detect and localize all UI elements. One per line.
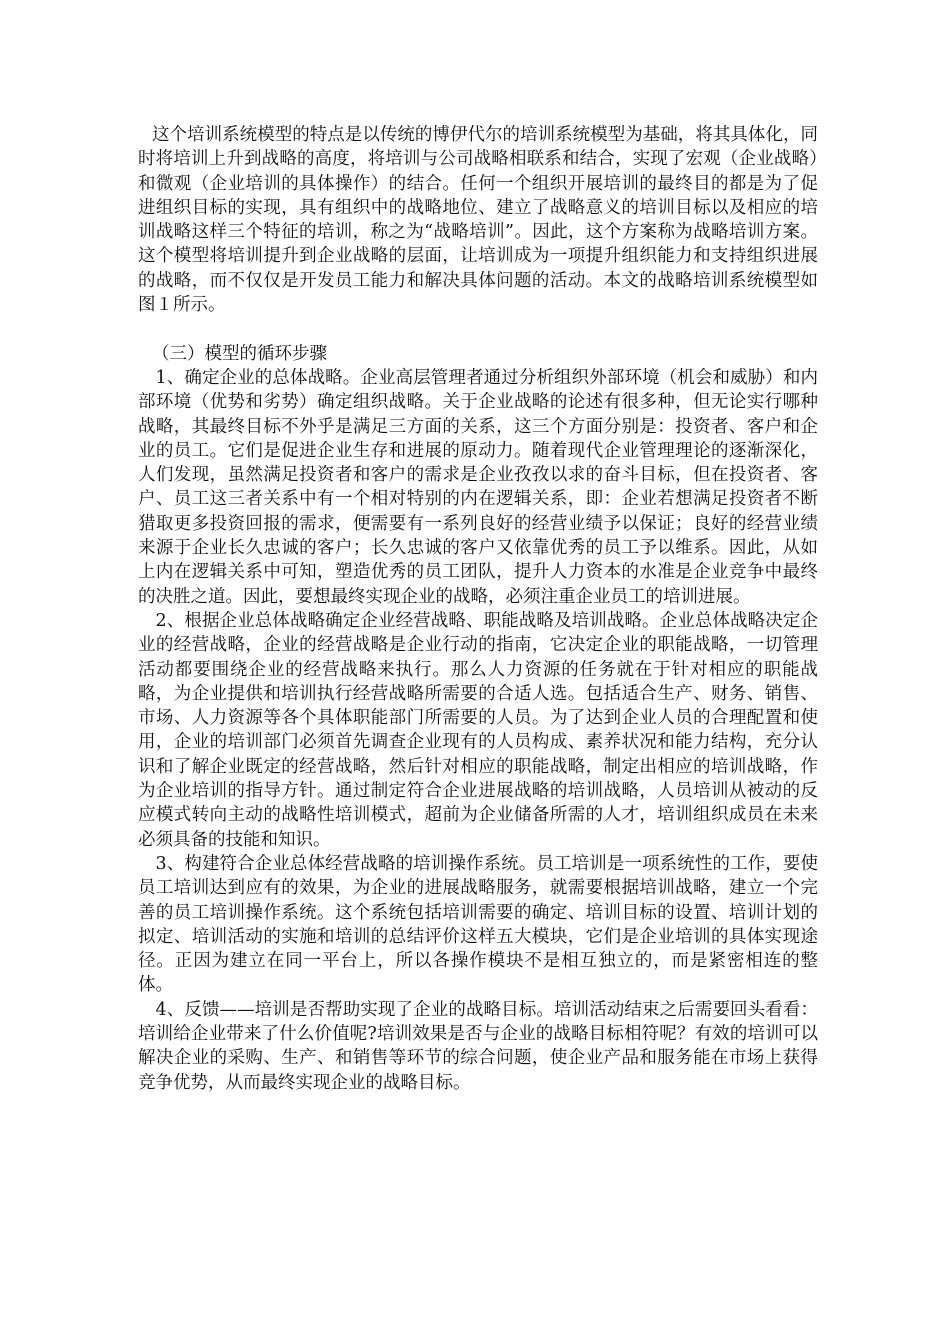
section-heading: （三）模型的循环步骤 — [152, 343, 327, 364]
step-3-paragraph: 3、构建符合企业总体经营战略的培训操作系统。员工培训是一项系统性的工作，要使员工培训达到应有的效果，为企业的进展战略服务，就需要根据培训战略，建立一个完善的员工培训操作系统。这个系统包括培训需要的确定、培训目标的设置、培训计划的拟定、培训活动的实施和培训的总结评价这样五大模块，它们是企业培训的具体实现途径。正因为建立在同一平台上，所以各操作模块不是相互独立的，而是紧密相连的整体。 — [138, 853, 818, 996]
step-2-paragraph: 2、根据企业总体战略确定企业经营战略、职能战略及培训战略。企业总体战略决定企业的经营战略，企业的经营战略是企业行动的指南，它决定企业的职能战略，一切管理活动都要围绕企业的经营战略来执行。那么人力资源的任务就在于针对相应的职能战略，为企业提供和培训执行经营战略所需要的合适人选。包括适合生产、财务、销售、市场、人力资源等各个具体职能部门所需要的人员。为了达到企业人员的合理配置和使用，企业的培训部门必须首先调查企业现有的人员构成、素养状况和能力结构，充分认识和了解企业既定的经营战略，然后针对相应的职能战略，制定出相应的培训战略，作为企业培训的指导方针。通过制定符合企业进展战略的培训战略，人员培训从被动的反应模式转向主动的战略性培训模式，超前为企业储备所需的人才，培训组织成员在未来必须具备的技能和知识。 — [138, 610, 818, 850]
document-body — [138, 123, 818, 1095]
step-4-paragraph: 4、反馈——培训是否帮助实现了企业的战略目标。培训活动结束之后需要回头看看：培训给企业带来了什么价值呢?培训效果是否与企业的战略目标相符呢？有效的培训可以解决企业的采购、生产、和销售等环节的综合问题，使企业产品和服务能在市场上获得竞争优势，从而最终实现企业的战略目标。 — [138, 999, 818, 1093]
intro-paragraph: 这个培训系统模型的特点是以传统的博伊代尔的培训系统模型为基础，将其具体化，同时将培训上升到战略的高度，将培训与公司战略相联系和结合，实现了宏观（企业战略）和微观（企业培训的具体操作）的结合。任何一个组织开展培训的最终目的都是为了促进组织目标的实现，具有组织中的战略地位、建立了战略意义的培训目标以及相应的培训战略这样三个特征的培训，称之为“战略培训”。因此，这个方案称为战略培训方案。这个模型将培训提升到企业战略的层面，让培训成为一项提升组织能力和支持组织进展的战略，而不仅仅是开发员工能力和解决具体问题的活动。本文的战略培训系统模型如图１所示。 — [138, 125, 818, 316]
step-1-paragraph: 1、确定企业的总体战略。企业高层管理者通过分析组织外部环境（机会和威胁）和内部环境（优势和劣势）确定组织战略。关于企业战略的论述有很多种，但无论实行哪种战略，其最终目标不外乎是满足三方面的关系，这三个方面分别是：投资者、客户和企业的员工。它们是促进企业生存和进展的原动力。随着现代企业管理理论的逐渐深化，人们发现，虽然满足投资者和客户的需求是企业孜孜以求的奋斗目标，但在投资者、客户、员工这三者关系中有一个相对特别的内在逻辑关系，即：企业若想满足投资者不断猎取更多投资回报的需求，便需要有一系列良好的经营业绩予以保证；良好的经营业绩来源于企业长久忠诚的客户；长久忠诚的客户又依靠优秀的员工予以维系。因此，从如上内在逻辑关系中可知，塑造优秀的员工团队，提升人力资本的水准是企业竞争中最终的决胜之道。因此，要想最终实现企业的战略，必须注重企业员工的培训进展。 — [138, 367, 818, 607]
paragraph-spacer — [138, 317, 818, 341]
